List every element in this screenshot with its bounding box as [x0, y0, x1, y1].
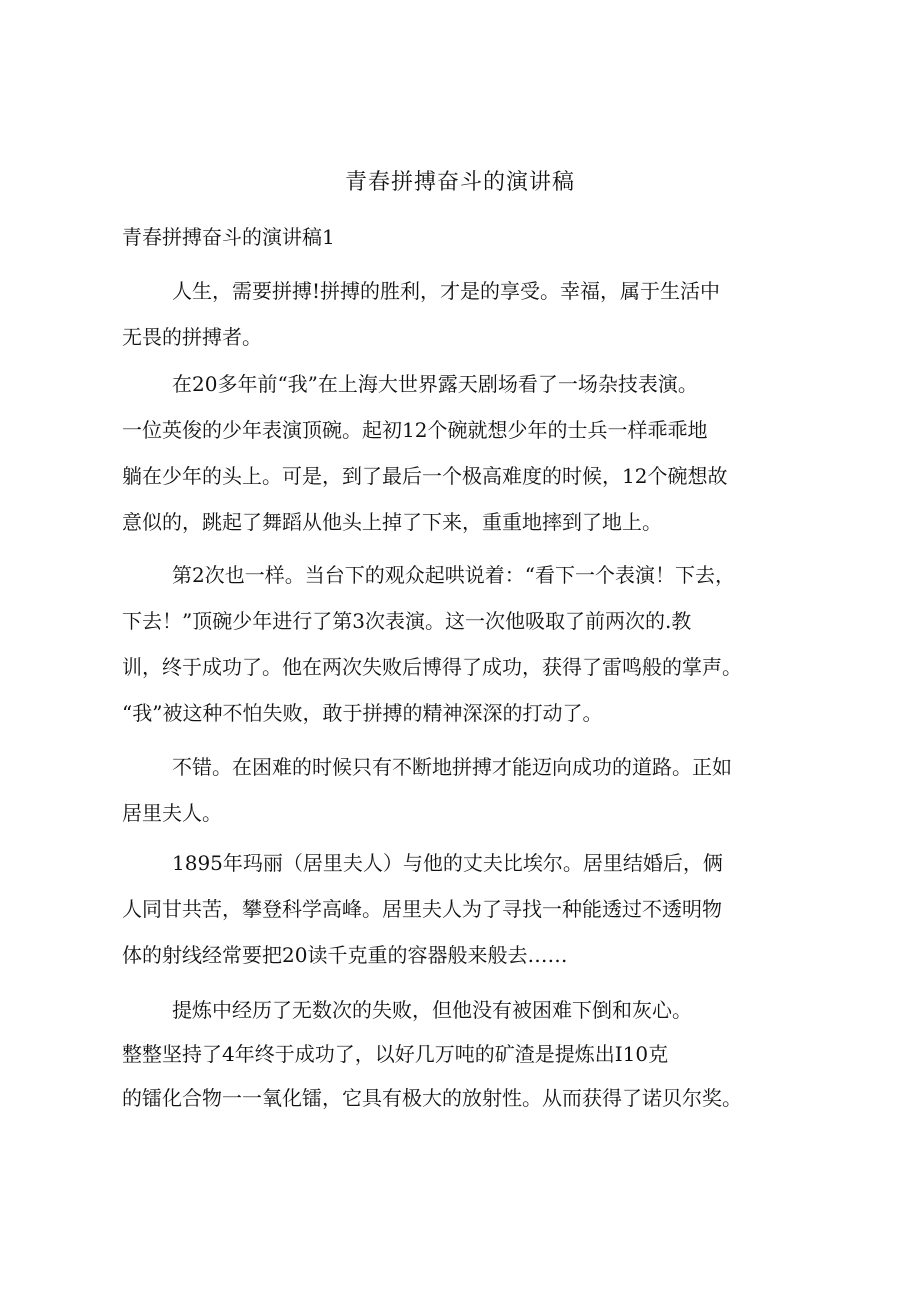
paragraph-line: 提炼中经历了无数次的失败，但他没有被困难下倒和灰心。 — [172, 998, 692, 1022]
paragraph-line: 在20多年前“我”在上海大世界露天剧场看了一场杂技表演。 — [172, 372, 698, 396]
paragraph-line: 整整坚持了4年终于成功了，以好几万吨的矿渣是提炼出I10克 — [122, 1042, 669, 1066]
paragraph-5 — [122, 840, 822, 978]
paragraph-line: 训，终于成功了。他在两次失败后博得了成功，获得了雷鸣般的掌声。 — [122, 655, 742, 679]
paragraph-line: 意似的，跳起了舞蹈从他头上掉了下来，重重地摔到了地上。 — [122, 510, 662, 534]
paragraph-line: 无畏的拼搏者。 — [122, 325, 262, 349]
paragraph-line: 一位英俊的少年表演顶碗。起初12个碗就想少年的士兵一样乖乖地 — [122, 418, 708, 442]
paragraph-2 — [122, 361, 822, 545]
paragraph-line: 下去！”顶碗少年进行了第3次表演。这一次他吸取了前两次的.教 — [122, 609, 692, 633]
paragraph-line: 不错。在困难的时候只有不断地拼搏才能迈向成功的道路。正如 — [172, 755, 732, 779]
paragraph-line: 的镭化合物一一氧化镭，它具有极大的放射性。从而获得了诺贝尔奖。 — [122, 1086, 742, 1110]
paragraph-1 — [122, 268, 822, 360]
paragraph-line: 居里夫人。 — [122, 801, 222, 825]
paragraph-line: 第2次也一样。当台下的观众起哄说着：“看下一个表演！下去， — [172, 563, 735, 587]
paragraph-line: 体的射线经常要把20读千克重的容器般来般去…… — [122, 943, 568, 967]
paragraph-line: “我”被这种不怕失败，敢于拼搏的精神深深的打动了。 — [122, 701, 603, 725]
document-subtitle: 青春拼搏奋斗的演讲稿1 — [122, 225, 335, 249]
paragraph-line: 人生，需要拼搏!拼搏的胜利，才是的享受。幸福，属于生活中 — [172, 279, 721, 303]
paragraph-3 — [122, 552, 822, 736]
paragraph-line: 1895年玛丽（居里夫人）与他的丈夫比埃尔。居里结婚后，俩 — [172, 851, 723, 875]
paragraph-4 — [122, 744, 822, 836]
paragraph-line: 躺在少年的头上。可是，到了最后一个极高难度的时候，12个碗想故 — [122, 464, 728, 488]
paragraph-line: 人同甘共苦，攀登科学高峰。居里夫人为了寻找一种能透过不透明物 — [122, 897, 722, 921]
paragraph-6 — [122, 988, 822, 1120]
document-title: 青春拼搏奋斗的演讲稿 — [344, 170, 575, 195]
